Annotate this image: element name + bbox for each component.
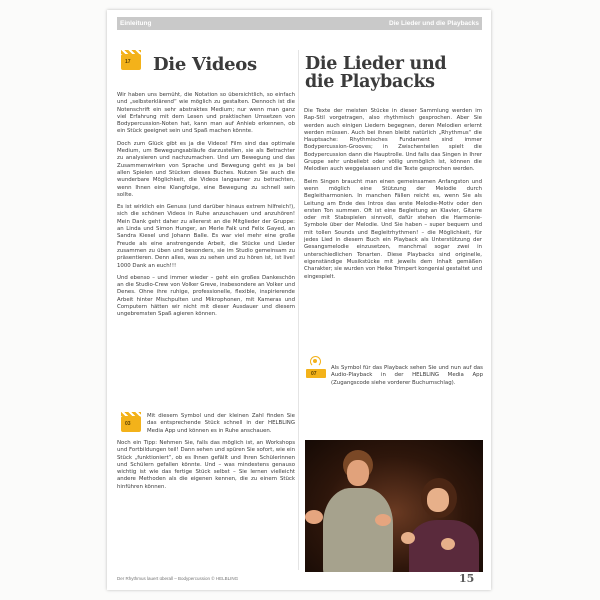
- videos-body: [117, 92, 295, 324]
- performer-2-face: [427, 488, 449, 512]
- lieder-symbol-text: Als Symbol für das Playback sehen Sie und nun auf das Audio-Playback in der HELBLING Media App (Zugangscode siehe vorderer Buchumschlag).: [331, 365, 483, 386]
- speaker-icon-tag: [306, 369, 326, 378]
- film-icon-number: 17: [125, 59, 131, 65]
- performer-1-hand: [305, 510, 323, 524]
- lieder-paragraph: Beim Singen braucht man einen gemeinsamen Anfangston und wenn möglich eine Stützung der Melodie durch Begleitharmonien. In manchen Fällen reicht es, wenn Sie als Leitung am Ende des Intros das erste Melodie-Motiv oder den ersten Ton summen. Oft ist eine Begleitung an Klavier, Gitarre oder mit Stabspielen sinnvoll, dafür stehen die Harmonie-Symbole über der Melodie. Und Sie haben – super bequem und mit tollen Sounds und Begleitrhythmen! – die Möglichkeit, für jedes Lied in diesem Buch ein Playback als Unterstützung der Gesangsmelodie einzusetzen, manchmal sogar zwei in unterschiedlichen Tonarten. Diese Playbacks sind originelle, eigenständige Musikstücke mit jeweils dem Inhalt gemäßen Charakter; sie wurden von Heike Trimpert kongenial gestaltet und eingespielt.: [304, 178, 482, 280]
- header-bar: [117, 17, 482, 30]
- film-icon: [121, 54, 141, 70]
- footer-credit: Der Rhythmus lauert überall – Bodypercussion © HELBLING: [117, 576, 239, 581]
- videos-paragraph: Es ist wirklich ein Genuss (und darüber hinaus extrem hilfreich!), sich die schönen Videos in Ruhe anzuschauen und anzuhören! Mein Dank geht daher zu allererst an die Mitglieder der Gruppe: an Linda und Simon Hunger, an Merle Falk und Felix Gayed, an Sandra Kiesel und Johann Balle. Es war viel mehr eine große Freude als eine anstrengende Arbeit, die Stücke und Lieder zusammen zu üben und besonders, sie im Studio gemeinsam zu präsentieren. Denn alles, was zu sehen und zu hören ist, ist live! 1000 Dank an euch!!!: [117, 204, 295, 269]
- lieder-paragraph: Die Texte der meisten Stücke in dieser Sammlung werden im Rap-Stil vorgetragen, also rhythmisch gesprochen. Aber Sie werden auch einigen Liedern begegnen, deren Melodien erlernt werden müssen. Auch bei ihnen bleibt natürlich „Rhythmus“ die Hauptsache: Rhythmisches Fundament sind immer Bodypercussion-Grooves; in Zwischenteilen spielt die Bodypercussion dann die Hauptrolle. Und falls das Singen in Ihrer Gruppe sehr unbeliebt oder völlig unmöglich ist, können die Melodien auch weggelassen und die Texte gesprochen werden.: [304, 108, 482, 173]
- lieder-title-line: die Playbacks: [305, 72, 435, 92]
- performer-2-hand: [401, 532, 415, 544]
- film-icon: [121, 416, 141, 432]
- performers-photo: [305, 440, 483, 572]
- performer-2-hand: [441, 538, 455, 550]
- videos-paragraph: Wir haben uns bemüht, die Notation so übersichtlich, so einfach und „selbsterklärend“ wie möglich zu gestalten. Dennoch ist die Notenschrift ein sehr abstraktes Medium; nur wenn man ganz viel Erfahrung mit dem Lesen und praktischen Umsetzen von Bodypercussion-Noten hat, kann man auf Anhieb erkennen, ob ein Stück geeignet sein und Spaß machen könnte.: [117, 92, 295, 135]
- videos-tip-text: Noch ein Tipp: Nehmen Sie, falls das möglich ist, an Workshops und Fortbildungen teil! Dann sehen und spüren Sie sofort, wie ein Stück „funktioniert“, ob es Ihnen gefällt und Ihren Schülerinnen und Schülern gefallen könnte. Und – was mindestens genauso wichtig ist wie das fertige Stück selbst – Sie lernen vielleicht andere Methoden als die eigenen kennen, die zu einem Stück hinführen können.: [117, 440, 295, 490]
- videos-title: Die Videos: [153, 54, 257, 75]
- header-chapter-label: Die Lieder und die Playbacks: [389, 20, 479, 27]
- film-icon-number: 03: [125, 421, 131, 427]
- lieder-title-line: Die Lieder und: [305, 54, 447, 74]
- lieder-title: [305, 55, 485, 91]
- page-number: 15: [459, 572, 475, 585]
- column-divider: [298, 50, 299, 570]
- speaker-icon: [306, 362, 326, 378]
- lieder-body: [304, 108, 482, 286]
- performer-1-body: [323, 488, 393, 572]
- videos-paragraph: Und ebenso – und immer wieder – geht ein großes Dankeschön an die Studio-Crew von Volker Greve, insbesondere an Volker und Denes. Ohne ihre ruhige, professionelle, flexible, inspirierende Arbeit hinter Mischpulten und Mikrophonen, mit Kameras und Computern hätten wir nicht mit dieser Ausdauer und diesem ungebremsten Spaß agieren können.: [117, 274, 295, 318]
- performer-1-hand: [375, 514, 391, 526]
- videos-paragraph: Doch zum Glück gibt es ja die Videos! Film sind das optimale Medium, um Bewegungsabläufe darzustellen, sie als Betrachter zu analysieren und nachzumachen. Und um Bewegung und das Zusammenwirken von Sprache und Bewegung geht es ja bei allen Spielen und Stücken dieses Buches. Nutzen Sie auch die wunderbare Möglichkeit, die Videos langsamer zu betrachten, wenn Ihnen eine Klangfolge, eine Bewegung zu schnell sein sollte.: [117, 140, 295, 198]
- videos-symbol-text: Mit diesem Symbol und der kleinen Zahl finden Sie das entsprechende Stück schnell in der HELBLING Media App und können es in Ruhe anschauen.: [147, 413, 295, 434]
- header-section-label: Einleitung: [120, 20, 152, 27]
- sound-waves-icon: [310, 356, 321, 367]
- book-page: [107, 10, 491, 590]
- performer-1-face: [347, 460, 369, 486]
- speaker-icon-number: 07: [311, 371, 317, 377]
